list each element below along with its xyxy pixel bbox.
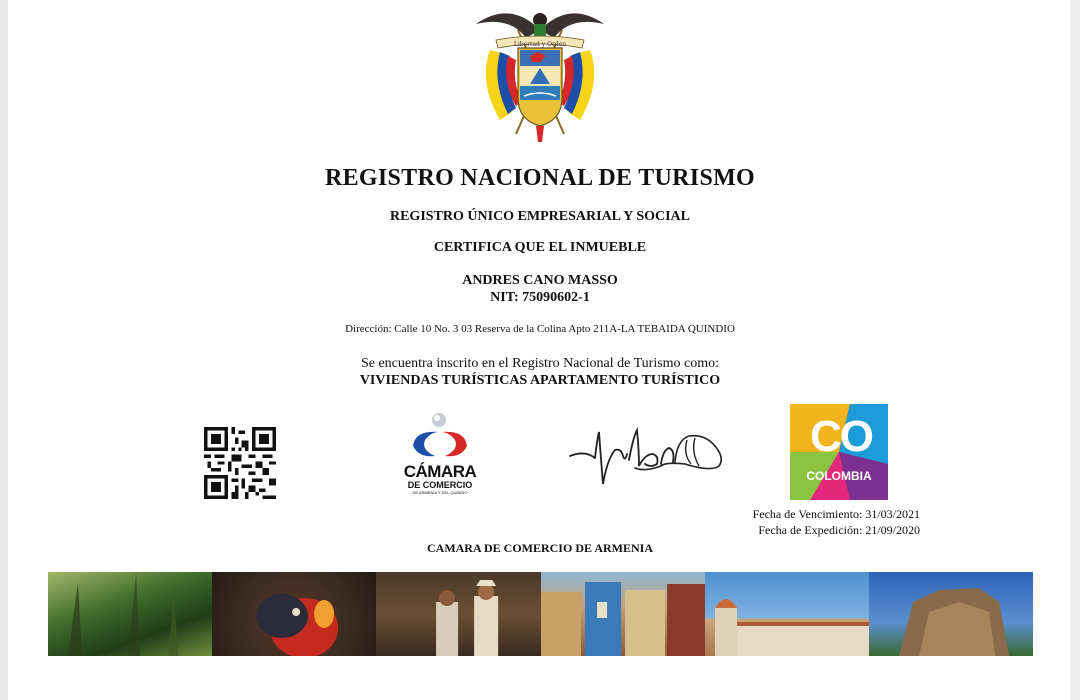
condor-photo: [212, 572, 376, 656]
qr-code-icon[interactable]: [204, 427, 276, 499]
signature-icon: [565, 420, 735, 492]
colombia-logo-small-text: COLOMBIA: [806, 469, 872, 483]
document-title: REGISTRO NACIONAL DE TURISMO: [324, 165, 756, 191]
camara-subtitle: DE COMERCIO: [407, 480, 473, 490]
issuer-name: CAMARA DE COMERCIO DE ARMENIA: [426, 541, 653, 555]
camara-title: CÁMARA: [403, 462, 477, 481]
left-border: [0, 0, 8, 700]
coat-of-arms-icon: [470, 2, 610, 144]
registration-intro: Se encuentra inscrito en el Registro Nacional de Turismo como:: [360, 356, 720, 371]
certifies-line: CERTIFICA QUE EL INMUEBLE: [433, 240, 647, 255]
expiry-date: Fecha de Vencimiento: 31/03/2021: [752, 507, 920, 521]
owner-nit: NIT: 75090602-1: [490, 290, 590, 305]
crest-motto: Libertad y Orden: [513, 41, 567, 48]
owner-block: [0, 272, 1080, 306]
document-subtitle: REGISTRO ÚNICO EMPRESARIAL Y SOCIAL: [389, 209, 690, 224]
forest-photo: [48, 572, 212, 656]
colonial-street-photo: [541, 572, 705, 656]
owner-name: ANDRES CANO MASSO: [462, 273, 618, 288]
registration-category: VIVIENDAS TURÍSTICAS APARTAMENTO TURÍSTICO: [359, 373, 721, 388]
people-photo: [376, 572, 540, 656]
colombia-logo-big-text: CO: [810, 412, 872, 461]
dates-block: [740, 506, 920, 538]
photo-strip: [48, 572, 1033, 656]
issue-date: Fecha de Expedición: 21/09/2020: [758, 523, 920, 537]
right-border: [1070, 0, 1080, 700]
rock-photo: [869, 572, 1033, 656]
cathedral-photo: [705, 572, 869, 656]
address: Dirección: Calle 10 No. 3 03 Reserva de la Colina Apto 211A-LA TEBAIDA QUINDIO: [345, 323, 735, 335]
camara-tiny-text: DE ARMENIA Y DEL QUINDIO: [412, 490, 468, 495]
registration-block: [0, 355, 1080, 389]
